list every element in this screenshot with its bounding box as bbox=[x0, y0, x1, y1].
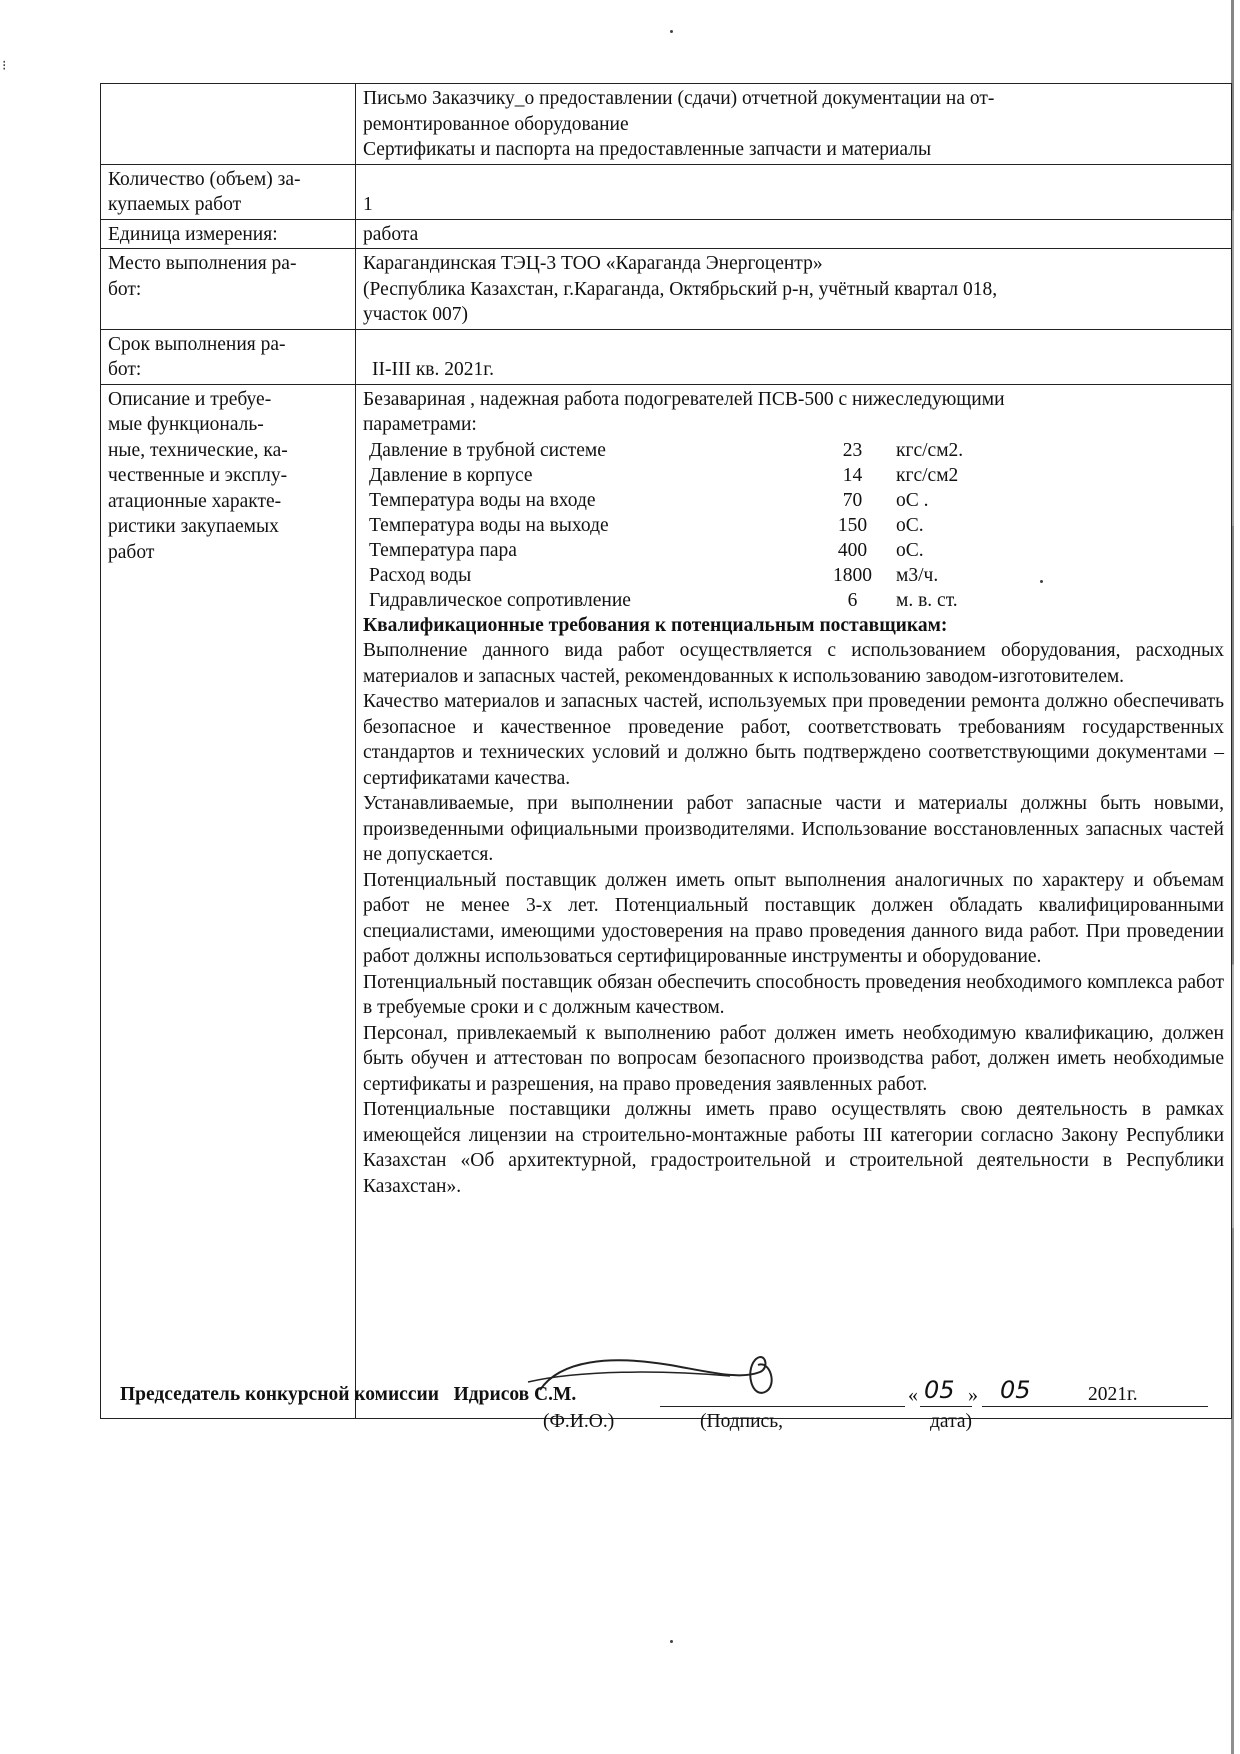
caption-fio: (Ф.И.О.) bbox=[543, 1411, 615, 1432]
specification-table bbox=[100, 83, 1232, 1419]
document-line: Письмо Заказчику_о предоставлении (сдачи) отчетной документации на от- bbox=[363, 88, 995, 109]
place-label bbox=[108, 251, 348, 302]
parameter-row bbox=[363, 563, 1224, 588]
parameter-unit: кгс/см2. bbox=[896, 439, 964, 461]
scan-speck bbox=[670, 1640, 673, 1643]
unit-value: работа bbox=[363, 223, 419, 245]
label-line: бот: bbox=[108, 359, 142, 380]
cell-place-value bbox=[356, 249, 1232, 330]
place-line: участок 007) bbox=[363, 304, 468, 325]
parameter-value: 1800 bbox=[833, 564, 872, 586]
place-value bbox=[363, 251, 1224, 328]
label-line: Количество (объем) за- bbox=[108, 168, 301, 190]
requirement-paragraph: Выполнение данного вида работ осуществляется с использованием оборудования, расходных материалов и запасных частей, рекомендованных к использованию заводом-изготовителем. bbox=[363, 640, 1224, 687]
intro-line: параметрами: bbox=[363, 414, 477, 435]
chairman-block bbox=[120, 1384, 576, 1406]
parameter-row bbox=[363, 513, 1224, 538]
label-line: чественные и эксплу- bbox=[108, 465, 288, 486]
table-row-unit bbox=[101, 219, 1232, 249]
parameter-name: Расход воды bbox=[369, 564, 472, 586]
qualification-heading: Квалификационные требования к потенциальным поставщикам: bbox=[363, 614, 948, 636]
parameter-row bbox=[363, 588, 1224, 613]
document-line: Сертификаты и паспорта на предоставленные запчасти и материалы bbox=[363, 139, 932, 160]
label-line: атационные характе- bbox=[108, 490, 282, 512]
table-row-description bbox=[101, 384, 1232, 1418]
signature-footer bbox=[120, 1376, 1160, 1424]
parameter-unit: оС . bbox=[896, 489, 929, 511]
label-line: Срок выполнения ра- bbox=[108, 333, 286, 355]
parameter-unit: кгс/см2 bbox=[896, 464, 959, 486]
requirement-paragraph: Персонал, привлекаемый к выполнению работ должен иметь необходимую квалификацию, должен быть обучен и аттестован по вопросам безопасного производства работ, должен иметь необходимые сертификаты и разрешения, на право проведения заявленных работ. bbox=[363, 1022, 1224, 1095]
cell-term-value bbox=[356, 329, 1232, 384]
chairman-name: Идрисов С.М. bbox=[453, 1384, 577, 1405]
cell-description-label bbox=[101, 384, 356, 1418]
label-line: купаемых работ bbox=[108, 194, 242, 215]
date-close-quote: » bbox=[968, 1384, 978, 1406]
caption-date: дата) bbox=[930, 1411, 972, 1432]
date-day: 05 bbox=[924, 1376, 955, 1404]
cell-unit-label bbox=[101, 219, 356, 249]
place-line: (Республика Казахстан, г.Караганда, Октябрьский р-н, учётный квартал 018, bbox=[363, 278, 998, 300]
parameter-name: Температура воды на входе bbox=[369, 489, 596, 511]
parameter-row bbox=[363, 438, 1224, 463]
requirement-paragraph: Устанавливаемые, при выполнении работ запасные части и материалы должны быть новыми, произведенными официальными производителями. Использование восстановленных запасных частей не допускается. bbox=[363, 793, 1224, 865]
documents-list bbox=[363, 86, 1224, 163]
label-line: работ bbox=[108, 541, 155, 563]
cell-quantity-value bbox=[356, 164, 1232, 219]
place-line: Карагандинская ТЭЦ-3 ТОО «Караганда Энергоцентр» bbox=[363, 253, 823, 274]
parameter-value: 400 bbox=[837, 539, 868, 561]
term-value: II-III кв. 2021г. bbox=[372, 359, 494, 380]
requirement-paragraph: Потенциальный поставщик обязан обеспечить способность проведения необходимого комплекса работ в требуемые сроки и с должным качеством. bbox=[363, 971, 1224, 1018]
unit-label: Единица измерения: bbox=[108, 223, 278, 245]
parameter-name: Гидравлическое сопротивление bbox=[369, 589, 631, 611]
cell-documents bbox=[356, 84, 1232, 165]
parameter-row bbox=[363, 463, 1224, 488]
cell-empty bbox=[101, 84, 356, 165]
date-month: 05 bbox=[1000, 1376, 1031, 1404]
quantity-label bbox=[108, 167, 348, 218]
parameter-list bbox=[363, 438, 1224, 613]
term-label bbox=[108, 332, 348, 383]
parameter-name: Температура воды на выходе bbox=[369, 514, 609, 536]
cell-place-label bbox=[101, 249, 356, 330]
parameter-unit: м3/ч. bbox=[896, 564, 939, 586]
parameter-row bbox=[363, 488, 1224, 513]
cell-description-value bbox=[356, 384, 1232, 1418]
parameter-name: Давление в трубной системе bbox=[369, 439, 606, 461]
label-line: ристики закупаемых bbox=[108, 516, 279, 537]
parameter-value: 14 bbox=[842, 464, 863, 486]
label-line: ные, технические, ка- bbox=[108, 439, 288, 461]
chairman-label: Председатель конкурсной комиссии bbox=[120, 1384, 439, 1405]
cell-term-label bbox=[101, 329, 356, 384]
parameter-unit: оС. bbox=[896, 539, 924, 561]
table-row-documents bbox=[101, 84, 1232, 165]
parameter-value: 23 bbox=[842, 439, 863, 461]
table-row-place bbox=[101, 249, 1232, 330]
scan-speck bbox=[670, 30, 673, 33]
date-year: 2021г. bbox=[1088, 1384, 1138, 1405]
intro-line: Безавариная , надежная работа подогревателей ПСВ-500 с нижеследующими bbox=[363, 388, 1005, 410]
margin-mark: ⁝ bbox=[2, 59, 7, 74]
signature-line bbox=[660, 1384, 905, 1407]
label-line: Описание и требуе- bbox=[108, 388, 272, 410]
requirements-paragraphs bbox=[363, 638, 1224, 1199]
caption-signature: (Подпись, bbox=[700, 1411, 783, 1432]
requirement-paragraph: Потенциальный поставщик должен иметь опыт выполнения аналогичных по характеру и объемам работ не менее 3-х лет. Потенциальный поставщик должен обладать квалифицированными специалистами, имеющими удостоверения на право проведения данного вида работ. При проведении работ должны использоваться сертифицированные инструменты и оборудование. bbox=[363, 869, 1224, 967]
parameter-name: Температура пара bbox=[369, 539, 517, 561]
label-line: бот: bbox=[108, 278, 142, 300]
table-row-quantity bbox=[101, 164, 1232, 219]
parameter-value: 6 bbox=[847, 589, 858, 611]
requirement-paragraph: Качество материалов и запасных частей, используемых при проведении ремонта должно обеспечивать безопасное и качественное проведение работ, соответствовать требованиям государственных стандартов и технических условий и должно быть подтверждено соответствующими документами – сертификатами качества. bbox=[363, 691, 1224, 789]
date-open-quote: « bbox=[908, 1384, 918, 1406]
requirement-paragraph: Потенциальные поставщики должны иметь право осуществлять свою деятельность в рамках имеющейся лицензии на строительно-монтажные работы III категории согласно Закону Республики Казахстан «Об архитектурной, градостроительной и строительной деятельности в Республики Казахстан». bbox=[363, 1099, 1224, 1197]
label-line: Место выполнения ра- bbox=[108, 253, 297, 274]
label-line: мые функциональ- bbox=[108, 414, 264, 435]
parameter-row bbox=[363, 538, 1224, 563]
description-intro bbox=[363, 387, 1224, 438]
parameter-name: Давление в корпусе bbox=[369, 464, 533, 486]
parameter-unit: м. в. ст. bbox=[896, 589, 958, 611]
parameter-value: 150 bbox=[837, 514, 868, 536]
parameter-value: 70 bbox=[842, 489, 863, 511]
table-row-term bbox=[101, 329, 1232, 384]
cell-unit-value bbox=[356, 219, 1232, 249]
quantity-value: 1 bbox=[363, 194, 373, 215]
document-line: ремонтированное оборудование bbox=[363, 113, 629, 135]
cell-quantity-label bbox=[101, 164, 356, 219]
description-label bbox=[108, 387, 348, 566]
parameter-unit: оС. bbox=[896, 514, 924, 536]
